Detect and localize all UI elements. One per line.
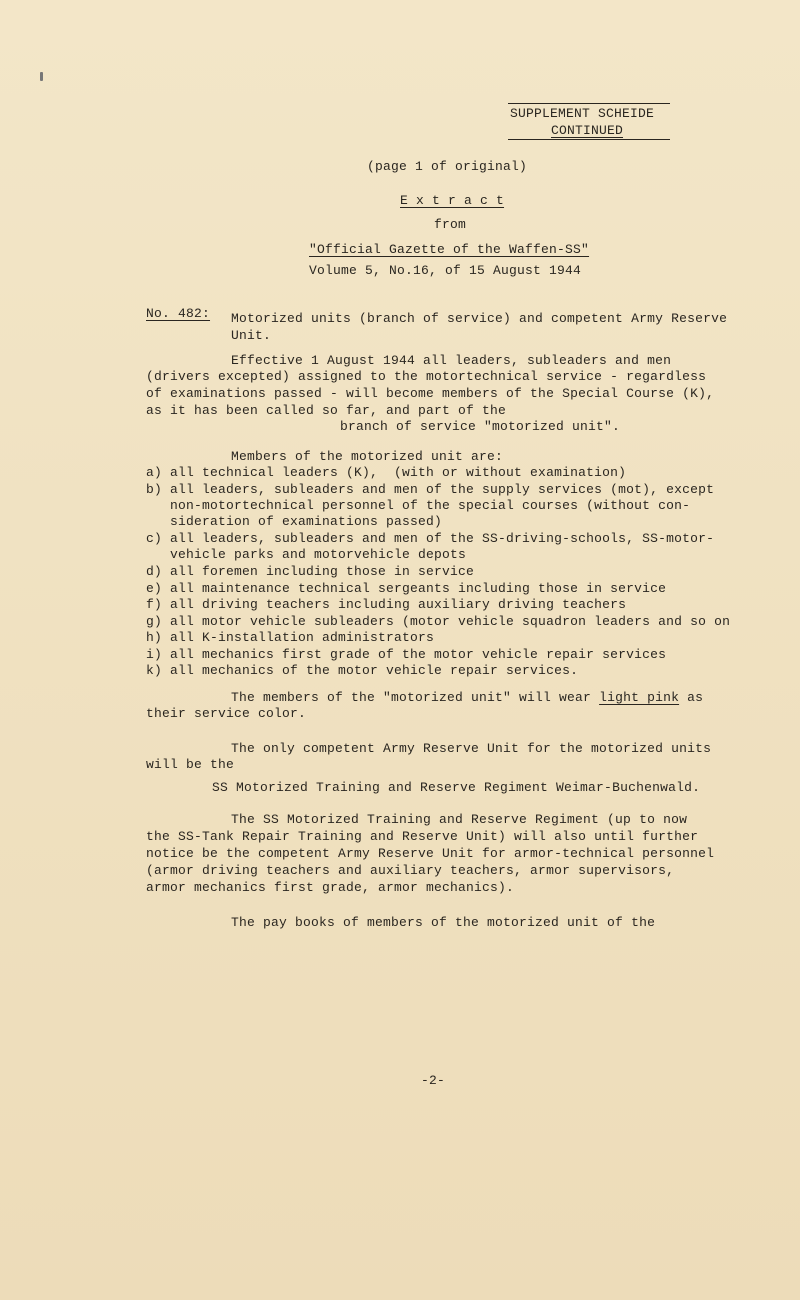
members-item: h) all K-installation administrators xyxy=(146,630,435,645)
margin-mark xyxy=(40,72,43,81)
members-item: i) all mechanics first grade of the motor vehicle repair services xyxy=(146,647,667,662)
members-item: d) all foremen including those in service xyxy=(146,564,475,579)
color-para-line-2: their service color. xyxy=(146,706,307,721)
item-number: No. 482: xyxy=(146,306,211,321)
members-item: f) all driving teachers including auxiliary driving teachers xyxy=(146,597,627,612)
members-item: g) all motor vehicle subleaders (motor vehicle squadron leaders and so on xyxy=(146,614,731,629)
item-title-line-2: Unit. xyxy=(231,328,272,343)
members-item: vehicle parks and motorvehicle depots xyxy=(146,547,467,562)
para1-line-3: of examinations passed - will become members of the Special Course (K), xyxy=(146,386,715,401)
reserve-regiment: SS Motorized Training and Reserve Regiment Weimar-Buchenwald. xyxy=(212,780,701,795)
item-title-line-1: Motorized units (branch of service) and competent Army Reserve xyxy=(231,311,728,326)
header-top-rule xyxy=(508,103,670,104)
paybook-line: The pay books of members of the motorized unit of the xyxy=(231,915,656,930)
service-color: light pink xyxy=(599,690,680,705)
volume-line: Volume 5, No.16, of 15 August 1944 xyxy=(309,263,582,278)
members-item: non-motortechnical personnel of the special courses (without con- xyxy=(146,498,691,513)
from-label: from xyxy=(434,217,467,232)
para1-line-4: as it has been called so far, and part of the xyxy=(146,403,507,418)
reserve-para-line-1: The only competent Army Reserve Unit for the motorized units xyxy=(231,741,712,756)
reserve-para-line-2: will be the xyxy=(146,757,235,772)
header-line-2: CONTINUED xyxy=(551,123,624,138)
members-intro: Members of the motorized unit are: xyxy=(231,449,504,464)
para1-line-5: branch of service "motorized unit". xyxy=(340,419,621,434)
armor-para-line: the SS-Tank Repair Training and Reserve Unit) will also until further xyxy=(146,829,699,844)
members-item: k) all mechanics of the motor vehicle repair services. xyxy=(146,663,579,678)
members-item: c) all leaders, subleaders and men of the SS-driving-schools, SS-motor- xyxy=(146,531,715,546)
armor-para-line: armor mechanics first grade, armor mechanics). xyxy=(146,880,515,895)
armor-para-line: The SS Motorized Training and Reserve Regiment (up to now xyxy=(231,812,688,827)
page-number: -2- xyxy=(421,1073,446,1088)
page-note: (page 1 of original) xyxy=(367,159,528,174)
color-para-line-1 xyxy=(231,690,703,706)
gazette-title: "Official Gazette of the Waffen-SS" xyxy=(309,242,590,257)
extract-heading: E x t r a c t xyxy=(400,193,505,208)
color-para-pre: The members of the "motorized unit" will wear xyxy=(231,690,600,705)
armor-para-line: notice be the competent Army Reserve Unit for armor-technical personnel xyxy=(146,846,715,861)
armor-para-line: (armor driving teachers and auxiliary teachers, armor supervisors, xyxy=(146,863,675,878)
members-item: a) all technical leaders (K), (with or without examination) xyxy=(146,465,627,480)
header-line-1: SUPPLEMENT SCHEIDE xyxy=(510,106,655,121)
para1-line-1: Effective 1 August 1944 all leaders, subleaders and men xyxy=(231,353,672,368)
color-para-post: as xyxy=(679,690,704,705)
members-item: sideration of examinations passed) xyxy=(146,514,443,529)
header-bottom-rule xyxy=(508,139,670,140)
members-item: e) all maintenance technical sergeants including those in service xyxy=(146,581,667,596)
para1-line-2: (drivers excepted) assigned to the motortechnical service - regardless xyxy=(146,369,707,384)
members-item: b) all leaders, subleaders and men of the supply services (mot), except xyxy=(146,482,715,497)
